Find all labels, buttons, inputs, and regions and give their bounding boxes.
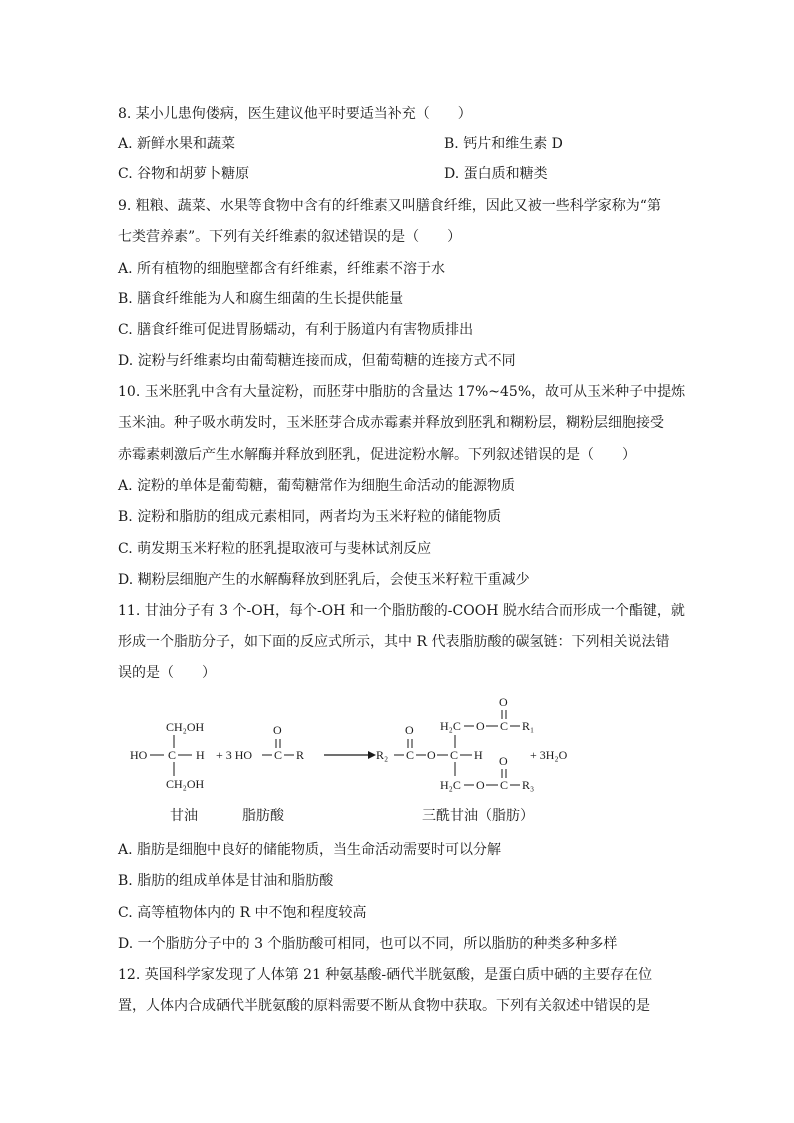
reaction-arrow-head <box>368 751 376 759</box>
question-10-stem-line-3: 赤霉素刺激后产生水解酶并释放到胚乳，促进淀粉水解。下列叙述错误的是（ ） <box>118 447 636 463</box>
product-top-o: O <box>476 719 485 733</box>
product-center-h: H <box>474 748 483 762</box>
product-bottom-h2c: H₂C <box>440 778 461 792</box>
fatty-acid-coefficient: + 3 HO <box>216 748 253 762</box>
product-carbonyl-o: O <box>405 723 414 737</box>
caption-glycerol: 甘油 <box>170 809 198 824</box>
question-9-option-b: B. 膳食纤维能为人和腐生细菌的生长提供能量 <box>118 291 404 307</box>
product-bottom-carbonyl-o: O <box>499 754 508 768</box>
question-11-option-b: B. 脂肪的组成单体是甘油和脂肪酸 <box>118 873 334 889</box>
question-12-stem-line-2: 置，人体内合成硒代半胱氨酸的原料需要不断从食物中获取。下列有关叙述中错误的是 <box>118 998 650 1014</box>
question-9-option-c: C. 膳食纤维可促进胃肠蠕动，有利于肠道内有害物质排出 <box>118 322 474 338</box>
product-bottom-r3: R₃ <box>522 778 535 792</box>
product-top-r1: R₁ <box>522 719 535 733</box>
question-8-option-c: C. 谷物和胡萝卜糖原 <box>118 166 250 182</box>
question-9-option-d: D. 淀粉与纤维素均由葡萄糖连接而成，但葡萄糖的连接方式不同 <box>118 353 516 369</box>
question-10-stem-line-1: 10. 玉米胚乳中含有大量淀粉，而胚芽中脂肪的含量达 17%~45%，故可从玉米种子中提炼 <box>118 384 686 400</box>
question-8-option-b: B. 钙片和维生素 D <box>444 136 563 152</box>
question-11-option-a: A. 脂肪是细胞中良好的储能物质，当生命活动需要时可以分解 <box>118 842 502 858</box>
fatty-acid-r: R <box>296 748 305 762</box>
product-top-c: C <box>500 719 509 733</box>
product-ester-o: O <box>427 748 436 762</box>
glycerol-ho: HO <box>130 748 148 762</box>
question-10-option-b: B. 淀粉和脂肪的组成元素相同，两者均为玉米籽粒的储能物质 <box>118 509 502 525</box>
product-center-c: C <box>450 748 459 762</box>
product-top-carbonyl-o: O <box>499 695 508 709</box>
question-11-option-c: C. 高等植物体内的 R 中不饱和程度较高 <box>118 905 367 921</box>
question-10-stem-line-2: 玉米油。种子吸水萌发时，玉米胚芽合成赤霉素并释放到胚乳和糊粉层，糊粉层细胞接受 <box>118 415 664 431</box>
glycerol-top-group: CH₂OH <box>166 720 205 734</box>
fatty-acid-o: O <box>273 723 282 737</box>
caption-fatty-acid: 脂肪酸 <box>242 809 284 824</box>
esterification-reaction-diagram <box>118 692 598 832</box>
water-product: + 3H₂O <box>530 748 568 762</box>
glycerol-bottom-group: CH₂OH <box>166 777 205 791</box>
caption-triglyceride: 三酰甘油（脂肪） <box>422 809 534 824</box>
glycerol-h: H <box>196 748 205 762</box>
question-11-stem-line-3: 误的是（ ） <box>118 665 216 681</box>
product-bottom-c: C <box>500 778 509 792</box>
question-9-stem-line-2: 七类营养素”。下列有关纤维素的叙述错误的是（ ） <box>118 229 462 245</box>
glycerol-center-c: C <box>168 748 177 762</box>
product-r2: R₂ <box>376 748 389 762</box>
question-11-stem-line-1: 11. 甘油分子有 3 个-OH，每个-OH 和一个脂肪酸的-COOH 脱水结合而形成一个酯键，就 <box>118 603 685 619</box>
fatty-acid-c: C <box>274 748 283 762</box>
question-10-option-c: C. 萌发期玉米籽粒的胚乳提取液可与斐林试剂反应 <box>118 541 432 557</box>
question-9-stem-line-1: 9. 粗粮、蔬菜、水果等食物中含有的纤维素又叫膳食纤维，因此又被一些科学家称为“第 <box>118 198 661 214</box>
question-8-option-a: A. 新鲜水果和蔬菜 <box>118 136 236 152</box>
question-11-option-d: D. 一个脂肪分子中的 3 个脂肪酸可相同，也可以不同，所以脂肪的种类多种多样 <box>118 936 618 952</box>
product-carbonyl-c: C <box>406 748 415 762</box>
question-8-stem: 8. 某小儿患佝偻病，医生建议他平时要适当补充（ ） <box>118 106 472 122</box>
question-11-stem-line-2: 形成一个脂肪分子，如下面的反应式所示，其中 R 代表脂肪酸的碳氢链：下列相关说法错 <box>118 634 670 650</box>
product-top-h2c: H₂C <box>440 719 461 733</box>
question-9-option-a: A. 所有植物的细胞壁都含有纤维素，纤维素不溶于水 <box>118 261 446 277</box>
product-bottom-o: O <box>476 778 485 792</box>
question-10-option-d: D. 糊粉层细胞产生的水解酶释放到胚乳后，会使玉米籽粒干重减少 <box>118 572 530 588</box>
question-10-option-a: A. 淀粉的单体是葡萄糖，葡萄糖常作为细胞生命活动的能源物质 <box>118 478 516 494</box>
question-8-option-d: D. 蛋白质和糖类 <box>444 166 548 182</box>
question-12-stem-line-1: 12. 英国科学家发现了人体第 21 种氨基酸-硒代半胱氨酸，是蛋白质中硒的主要存在位 <box>118 967 653 983</box>
